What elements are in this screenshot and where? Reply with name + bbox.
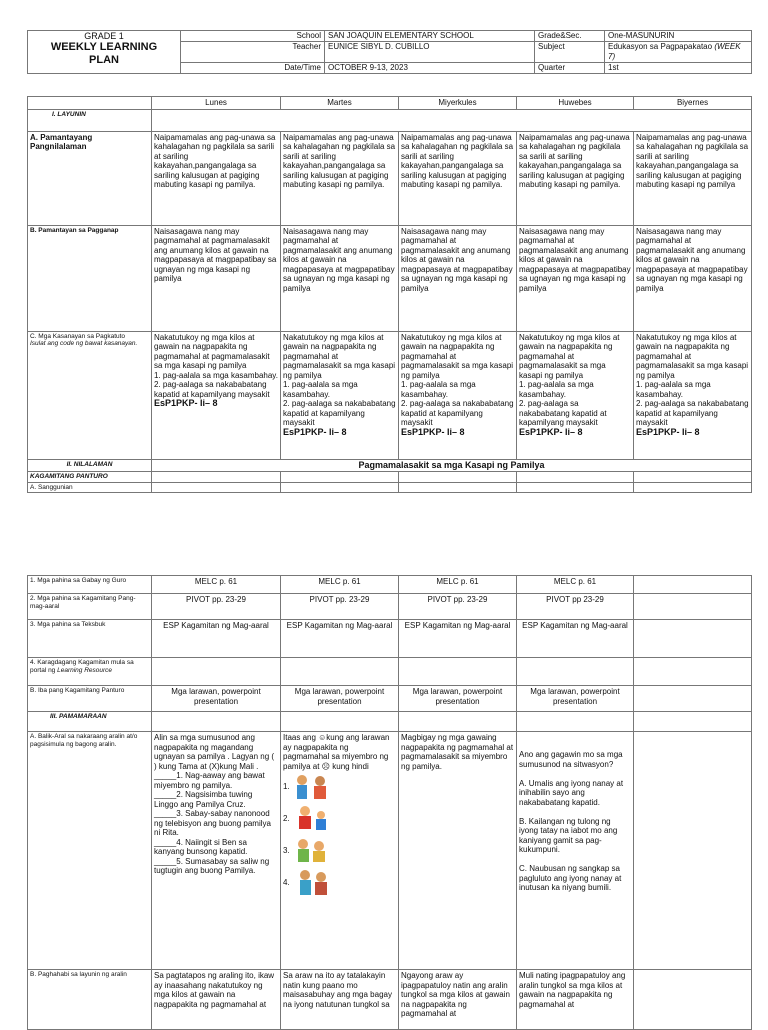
teacher-value: EUNICE SIBYL D. CUBILLO (325, 42, 535, 63)
paghahabi-label: B. Paghahabi sa layunin ng aralin (28, 970, 152, 1030)
a-cell: Naipamamalas ang pag-unawa sa kahalagahan ng pagkilala sa sarili at sariling kakayahan,pangangalaga sa sariling kalusugan at pagiging mabuting kasapi ng pamilya (634, 131, 752, 225)
picture-number: 2. (283, 814, 290, 824)
picture-number: 4. (283, 878, 290, 888)
picture-item (283, 771, 396, 803)
r3-cell (634, 620, 752, 658)
picture-number: 3. (283, 846, 290, 856)
c-cell (634, 331, 752, 459)
blank (634, 482, 752, 493)
blank (517, 658, 634, 686)
blank (281, 472, 399, 483)
layunin-heading: I. LAYUNIN (28, 109, 152, 131)
teacher-label: Teacher (181, 42, 325, 63)
picture-item (283, 835, 396, 867)
quarter-value: 1st (605, 63, 752, 74)
blank (152, 712, 281, 732)
date-value: OCTOBER 9-13, 2023 (325, 63, 535, 74)
teksbuk-label: 3. Mga pahina sa Teksbuk (28, 620, 152, 658)
balik-aral-label: A. Balik-Aral sa nakaraang aralin at/o pagsisimula ng bagong aralin. (28, 732, 152, 970)
children-picture-icon (293, 804, 333, 834)
rb-cell: Mga larawan, powerpoint presentation (281, 686, 399, 712)
nilalaman-heading: II. NILALAMAN (28, 459, 152, 472)
pagganap-label: B. Pamantayan sa Pagganap (28, 225, 152, 331)
r2-cell: PIVOT pp. 23-29 (152, 594, 281, 620)
a-cell: Naipamamalas ang pag-unawa sa kahalagahan ng pagkilala sa sarili at sariling kakayahan,pangangalaga sa sariling kalusugan at pagiging mabuting kasapi ng pamilya. (399, 131, 517, 225)
r1-cell: MELC p. 61 (281, 576, 399, 594)
c-text: Nakatutukoy ng mga kilos at gawain na nagpapakita ng pagmamahal at pagmamalasakit sa mga kasapi ng pamilya 1. pag-aalala sa mga kasambahay. 2. pag-aalaga sa nakababatang kapatid at kapamilyang maysakit (283, 332, 396, 427)
c-text: Nakatutukoy ng mga kilos at gawain na nagpapakita ng pagmamahal at pagmamalasakit sa mga kasapi ng pamilya 1. pag-aalala sa mga kasambahay. 2. pag-aalaga sa nakababatang kapatid at kapamilyang maysakit (519, 332, 620, 427)
b-cell: Naisasagawa nang may pagmamahal at pagmamalasakit ang anumang kilos at gawain na magpapasaya at magpapatibay sa ugnayan ng mga kasapi ng pamilya (281, 225, 399, 331)
r3-cell: ESP Kagamitan ng Mag-aaral (399, 620, 517, 658)
subject-value (605, 42, 752, 63)
b-cell: Naisasagawa nang may pagmamahal at pagmamalasakit ang anumang kilos at gawain na magpapasaya at magpapatibay sa ugnayan ng mga kasapi ng pamilya (399, 225, 517, 331)
learning-resource-label: Learning Resource (57, 666, 113, 674)
a-cell: Naipamamalas ang pag-unawa sa kahalagahan ng pagkilala sa sarili at sariling kakayahan,pangangalaga sa sariling kalusugan at pagiging mabuting kasapi ng pamilya. (281, 131, 399, 225)
kasanayan-label-cell (28, 331, 152, 459)
rb-cell: Mga larawan, powerpoint presentation (152, 686, 281, 712)
kagamitan-heading: KAGAMITANG PANTURO (28, 472, 152, 483)
c-code: EsP1PKP- Ii– 8 (154, 398, 218, 408)
b-cell: Naisasagawa nang may pagmamahal at pagmamalasakit ang anumang kilos at gawain na magpapasaya at magpapatibay sa ugnayan ng mga kasapi ng pamilya (634, 225, 752, 331)
r3-cell: ESP Kagamitan ng Mag-aaral (281, 620, 399, 658)
c-cell (399, 331, 517, 459)
subject-label: Subject (535, 42, 605, 63)
c-cell (517, 331, 634, 459)
gradesec-value: One-MASUNURIN (605, 31, 752, 42)
header-table (27, 30, 752, 74)
c-text: Nakatutukoy ng mga kilos at gawain na nagpapakita ng pagmamahal at pagmamalasakit sa mga kasapi ng pamilya 1. pag-aalala sa mga kasambahay. 2. pag-aalaga sa nakababatang kapatid at kapamilyang maysakit (154, 332, 278, 399)
pamamaraan-heading: III. PAMAMARAAN (28, 712, 152, 732)
paghahabi-lunes: Sa pagtatapos ng araling ito, ikaw ay inaasahang nakatutukoy ng mga kilos at gawain na nagpapakita ng pagmamahal at (152, 970, 281, 1030)
sanggunian-label: A. Sanggunian (28, 482, 152, 493)
rb-cell: Mga larawan, powerpoint presentation (517, 686, 634, 712)
karagdagang-label-cell (28, 658, 152, 686)
blank (399, 658, 517, 686)
layunin-blank (152, 109, 752, 131)
blank (634, 732, 752, 970)
c-code: EsP1PKP- Ii– 8 (401, 426, 465, 437)
r3-cell: ESP Kagamitan ng Mag-aaral (152, 620, 281, 658)
blank (517, 712, 634, 732)
nilalaman-content: Pagmamalasakit sa mga Kasapi ng Pamilya (152, 459, 752, 472)
subject-name: Edukasyon sa Pagpapakatao (608, 42, 713, 51)
blank (281, 712, 399, 732)
blank (281, 482, 399, 493)
helping-picture-icon (293, 868, 333, 898)
plan-table-1 (27, 96, 752, 493)
family-picture-icon (293, 772, 333, 802)
gradesec-label: Grade&Sec. (535, 31, 605, 42)
blank (281, 658, 399, 686)
b-cell: Naisasagawa nang may pagmamahal at pagmamalasakit ang anumang kilos at gawain na magpapasaya at magpapatibay sa ugnayan ng mga kasapi ng pamilya (517, 225, 634, 331)
rb-cell: Mga larawan, powerpoint presentation (399, 686, 517, 712)
balik-aral-miyerkules: Magbigay ng mga gawaing nagpapakita ng pagmamahal at pagmamalasakit sa miyembro ng pamilya. (399, 732, 517, 970)
school-value: SAN JOAQUIN ELEMENTARY SCHOOL (325, 31, 535, 42)
a-cell: Naipamamalas ang pag-unawa sa kahalagahan ng pagkilala sa sarili at sariling kakayahan,pangangalaga sa sariling kalusugan at pagiging mabuting kasapi ng pamilya. (152, 131, 281, 225)
plan-table-2 (27, 575, 752, 1030)
b-cell: Naisasagawa nang may pagmamahal at pagmamalasakit ang anumang kilos at gawain na magpapasaya at magpapatibay sa ugnayan ng mga kasapi ng pamilya (152, 225, 281, 331)
blank (399, 472, 517, 483)
r1-cell: MELC p. 61 (517, 576, 634, 594)
plan-title-1: WEEKLY LEARNING (50, 41, 158, 53)
c-text: Nakatutukoy ng mga kilos at gawain na nagpapakita ng pagmamahal at pagmamalasakit sa mga kasapi ng pamilya 1. pag-aalala sa mga kasambahay. 2. pag-aalaga sa nakababatang kapatid at kapamilyang maysakit (401, 332, 514, 427)
c-cell (152, 331, 281, 459)
a-cell: Naipamamalas ang pag-unawa sa kahalagahan ng pagkilala sa sarili at sariling kakayahan,pangangalaga sa sariling kalusugan at pagiging mabuting kasapi ng pamilya. (517, 131, 634, 225)
blank (152, 482, 281, 493)
r1-cell (634, 576, 752, 594)
siblings-picture-icon (293, 836, 333, 866)
school-label: School (181, 31, 325, 42)
quarter-label: Quarter (535, 63, 605, 74)
r2-cell: PIVOT pp. 23-29 (399, 594, 517, 620)
pamantayang-label: A. Pamantayang Pangnilalaman (28, 131, 152, 225)
date-label: Date/Time (181, 63, 325, 74)
blank (634, 472, 752, 483)
day-biyernes: Biyernes (634, 97, 752, 110)
r3-cell: ESP Kagamitan ng Mag-aaral (517, 620, 634, 658)
r2-cell: PIVOT pp 23-29 (517, 594, 634, 620)
picture-item (283, 803, 396, 835)
blank (517, 482, 634, 493)
c-code: EsP1PKP- Ii– 8 (636, 426, 700, 437)
picture-item (283, 867, 396, 899)
blank (517, 472, 634, 483)
blank (634, 658, 752, 686)
kasanayan-label: C. Mga Kasanayan sa Pagkatuto (30, 332, 126, 340)
balik-aral-huwebes: Ano ang gagawin mo sa mga sumusunod na sitwasyon? A. Umalis ang iyong nanay at inihabilin sayo ang nakababatang kapatid. B. Kailangan ng tulong ng iyong tatay na iabot mo ang kaniyang gamit sa pag-kukumpuni. C. Naubusan ng sangkap sa pagluluto ang iyong nanay at inutusan ka niyang bumili. (517, 732, 634, 970)
paghahabi-miyerkules: Ngayong araw ay ipagpapatuloy natin ang aralin tungkol sa mga kilos at gawain na nagpapakita ng pagmamahal at (399, 970, 517, 1030)
c-code: EsP1PKP- Ii– 8 (283, 426, 347, 437)
day-miyerkules: Miyerkules (399, 97, 517, 110)
blank (152, 658, 281, 686)
picture-number: 1. (283, 782, 290, 792)
iba-pang-label: B. Iba pang Kagamitang Panturo (28, 686, 152, 712)
kagamitang-label: 2. Mga pahina sa Kagamitang Pang-mag-aaral (28, 594, 152, 620)
blank-corner (28, 97, 152, 110)
blank (399, 712, 517, 732)
blank (399, 482, 517, 493)
grade-label: GRADE 1 (84, 31, 124, 41)
c-text: Nakatutukoy ng mga kilos at gawain na nagpapakita ng pagmamahal at pagmamalasakit sa mga kasapi ng pamilya 1. pag-aalala sa mga kasambahay. 2. pag-aalaga sa nakababatang kapatid at kapamilyang maysakit (636, 332, 749, 427)
day-martes: Martes (281, 97, 399, 110)
karagdagang-label: 4. Karagdagang Kagamitan mula sa portal ng (30, 659, 134, 674)
subject-week: (WEEK 7) (608, 42, 741, 61)
paghahabi-huwebes: Muli nating ipagpapatuloy ang aralin tungkol sa mga kilos at gawain na nagpapakita ng pagmamahal at (517, 970, 634, 1030)
title-cell (28, 31, 181, 74)
balik-aral-martes: Itaas ang ☺kung ang larawan ay nagpapakita ng pagmamahal sa miyembro ng pamilya at ☹ kung hindi (283, 733, 390, 771)
blank (152, 472, 281, 483)
c-cell (281, 331, 399, 459)
day-huwebes: Huwebes (517, 97, 634, 110)
plan-title-2: PLAN (89, 54, 119, 66)
r1-cell: MELC p. 61 (152, 576, 281, 594)
blank (634, 712, 752, 732)
kasanayan-note: Isulat ang code ng bawat kasanayan. (30, 340, 138, 347)
day-lunes: Lunes (152, 97, 281, 110)
gabay-label: 1. Mga pahina sa Gabay ng Guro (28, 576, 152, 594)
r2-cell: PIVOT pp. 23-29 (281, 594, 399, 620)
r1-cell: MELC p. 61 (399, 576, 517, 594)
paghahabi-martes: Sa araw na ito ay tatalakayin natin kung paano mo maisasabuhay ang mga bagay na iyong natutunan tungkol sa (281, 970, 399, 1030)
r2-cell (634, 594, 752, 620)
balik-aral-martes-cell (281, 732, 399, 970)
c-code: EsP1PKP- Ii– 8 (519, 426, 583, 437)
balik-aral-lunes: Alin sa mga sumusunod ang nagpapakita ng magandang ugnayan sa pamilya . Lagyan ng ( ) kung Tama at (X)kung Mali . _____1. Nag-aaway ang bawat miyembro ng pamilya. _____2. Nagsisimba tuwing Linggo ang Pamilya Cruz. _____3. Sabay-sabay nanonood ng telebisyon ang buong pamilya ni Rita. _____4. Naiingit si Ben sa kanyang bunsong kapatid. _____5. Sumasabay sa saliw ng tugtugin ang buong Pamilya. (152, 732, 281, 970)
blank (634, 970, 752, 1030)
rb-cell (634, 686, 752, 712)
